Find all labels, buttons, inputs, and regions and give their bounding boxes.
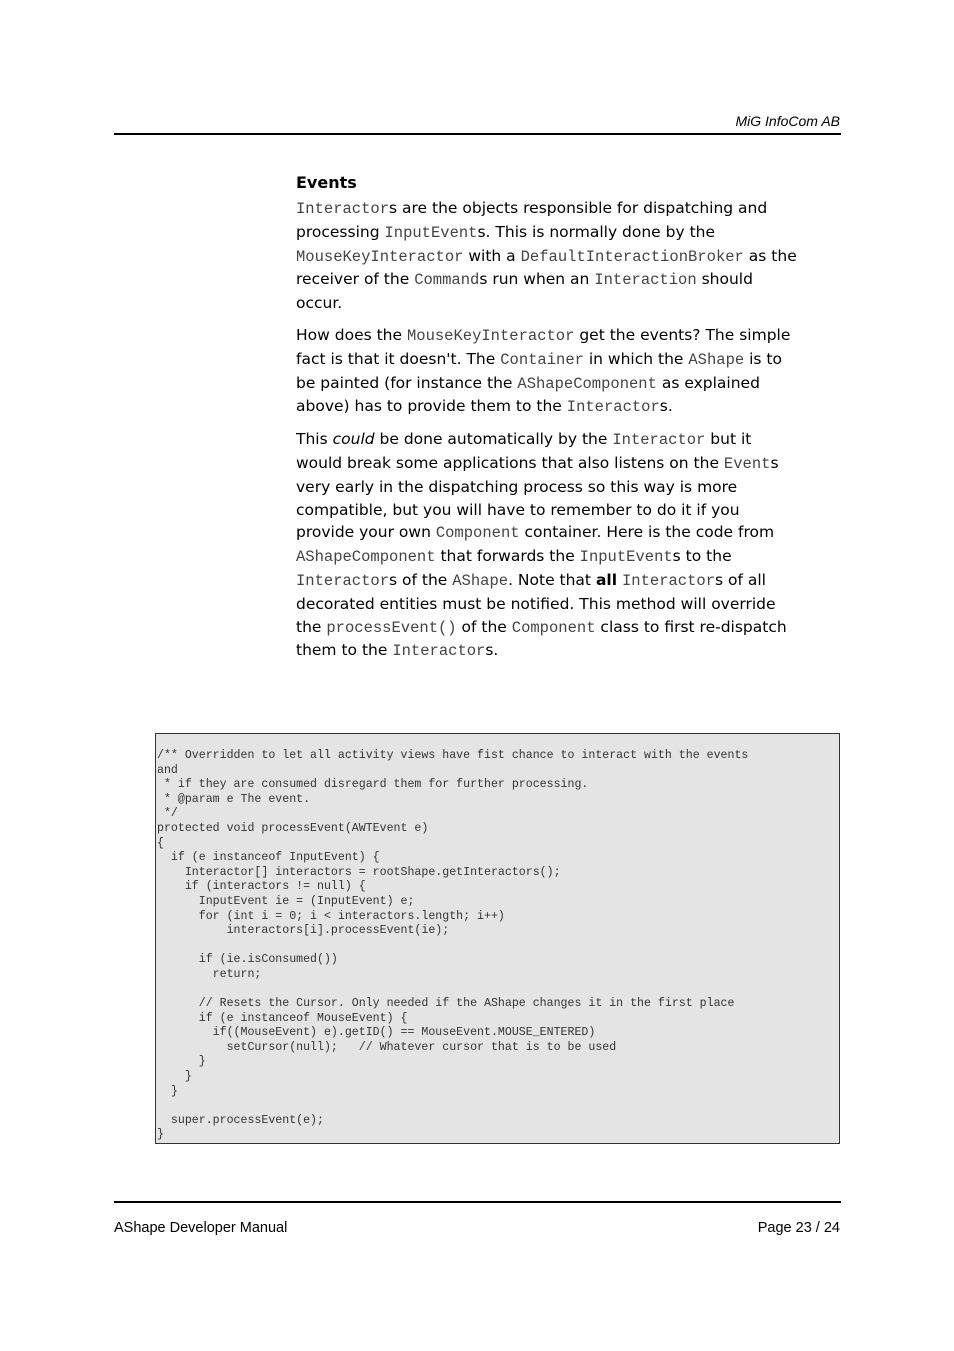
code-term: InputEvent [384,223,478,242]
code-term: Container [500,350,584,369]
text-run: s run when an [479,270,595,289]
text-run: This [296,430,333,449]
paragraph-1 [296,197,801,315]
footer-divider [114,1201,841,1203]
code-sample: /** Overridden to let all activity views have fist chance to interact with the events and * if they are consumed disregard them for further processing. * @param e The event. */ protected void processEvent(AWTEvent e) { if (e instanceof InputEvent) { Interactor[] interactors = rootShape.getInteractors(); if (interactors != null) { InputEvent ie = (InputEvent) e; for (int i = 0; i < interactors.length; i++) interactors[i].processEvent(ie); if (ie.isConsumed()) return; // Resets the Cursor. Only needed if the AShape changes it in the first place if (e instanceof MouseEvent) { if((MouseEvent) e).getID() == MouseEvent.MOUSE_ENTERED) setCursor(null); // Whatever cursor that is to be used } } } super.processEvent(e); } [157,749,749,1142]
code-term: Interactor [621,571,715,590]
text-run: s of all decorated entities must be notified. This method will override the [296,570,776,636]
code-term: Interactor [566,398,660,417]
text-run: as the receiver of the [296,246,797,289]
header-divider [114,133,841,135]
text-run: class to first re-dispatch them to the [296,617,787,660]
text-run: s to the [672,547,732,566]
strong-all: all [595,570,618,589]
text-run: be done automatically by the [374,430,613,449]
code-term: AShapeComponent [296,548,436,567]
code-term: Interactor [392,642,486,661]
code-term: Interactor [612,431,706,450]
section-events [296,173,801,672]
header-company: MiG InfoCom AB [735,113,840,129]
text-run: in which the [583,349,689,368]
text-run: s of the [389,570,453,589]
code-term: AShape [688,350,745,369]
paragraph-2 [296,324,801,419]
text-run: s are the objects responsible for dispatching and processing [296,199,768,241]
code-term: Interaction [594,271,697,290]
code-term: MouseKeyInteractor [406,326,575,345]
text-run: as explained above) has to provide them to the [296,373,760,416]
text-run: container. Here is the code from [519,523,775,542]
text-run: should occur. [296,270,753,313]
text-run: is to be painted (for instance the [296,349,782,392]
text-run: with a [463,246,521,265]
footer-page-number: Page 23 / 24 [757,1220,840,1236]
code-term: AShape [452,571,509,590]
code-term: Interactor [296,571,390,590]
code-term: DefaultInteractionBroker [520,247,744,266]
footer-title: AShape Developer Manual [114,1220,288,1236]
text-run: get the events? The simple fact is that it doesn't. The [296,325,791,368]
text-run: s. [659,397,673,416]
emphasis-could: could [332,430,375,449]
text-run: . Note that [508,570,596,589]
text-run: How does the [296,325,407,344]
section-title: Events [296,173,357,192]
text-run: s very early in the dispatching process so this way is more compatible, but you will have to remember to do it if you provide your own [296,453,779,542]
text-run: s. This is normally done by the [477,222,716,241]
code-term: processEvent() [326,618,457,637]
text-run: of the [456,617,512,636]
code-term: AShapeComponent [517,374,657,393]
paragraph-3 [296,428,801,663]
text-run: s. [485,641,499,660]
text-run: but it would break some applications that also listens on the [296,430,752,472]
code-term: Command [414,271,480,290]
code-term: Component [511,618,596,637]
code-term: Component [435,524,520,543]
code-term: Event [723,454,771,473]
code-term: Interactor [296,200,390,218]
code-term: MouseKeyInteractor [296,247,464,266]
code-term: InputEvent [579,548,673,567]
text-run: that forwards the [435,547,580,566]
code-sample-box [155,733,840,1144]
